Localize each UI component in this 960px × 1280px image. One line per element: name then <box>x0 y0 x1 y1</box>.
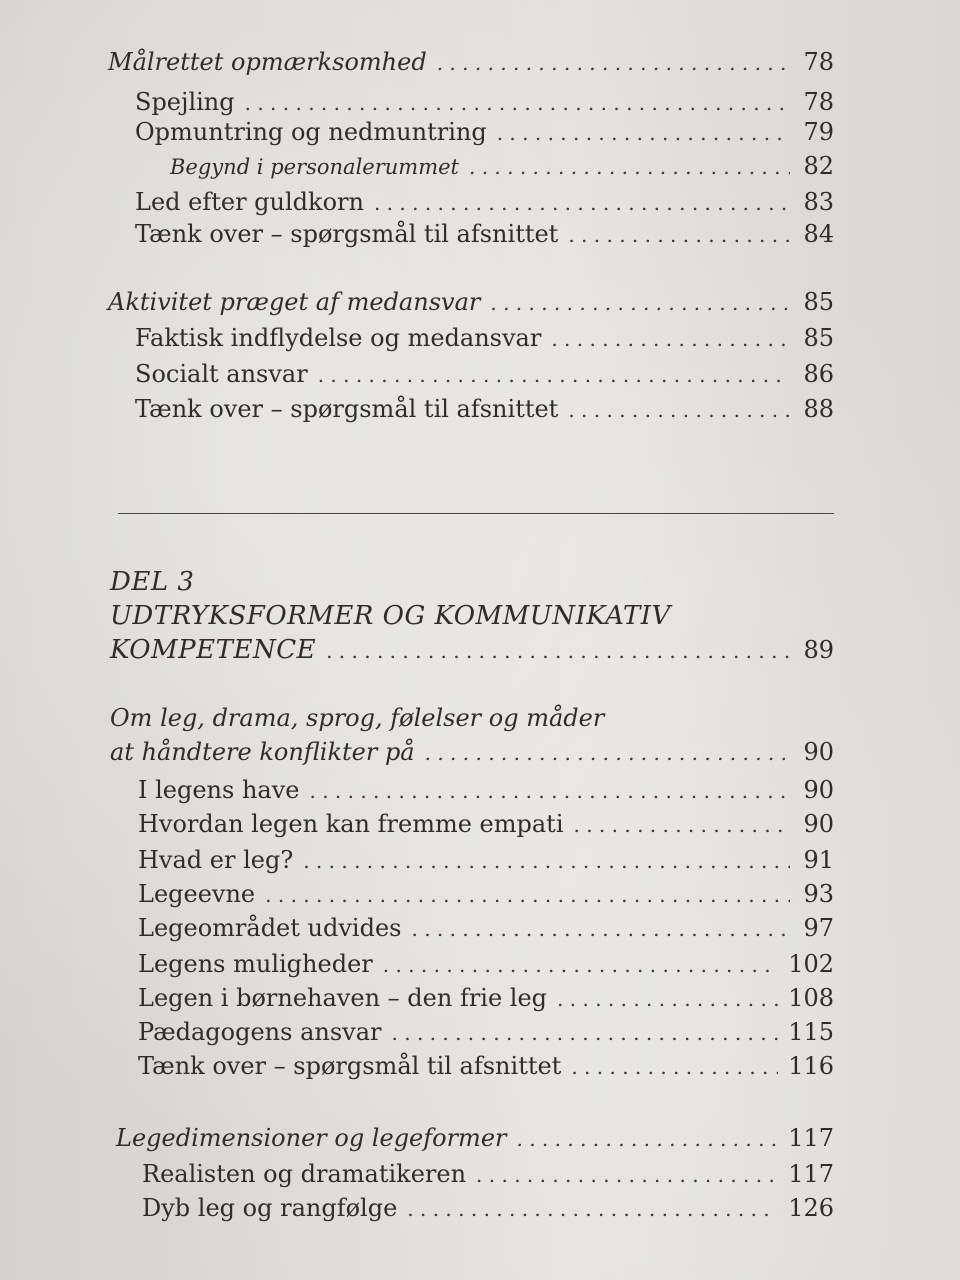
leader-dots <box>517 1125 779 1153</box>
toc-page-number: 86 <box>803 360 834 388</box>
part-title-line1: UDTRYKSFORMER OG KOMMUNIKATIV <box>110 601 671 631</box>
toc-entry <box>135 188 834 217</box>
toc-entry <box>138 1018 834 1047</box>
toc-page-number: 108 <box>788 984 834 1012</box>
toc-entry <box>135 220 834 249</box>
toc-label: Pædagogens ansvar <box>138 1018 382 1046</box>
toc-entry <box>135 118 834 147</box>
toc-page-number: 84 <box>803 220 834 248</box>
leader-dots <box>383 951 778 979</box>
toc-heading-om-leg-line1 <box>110 704 604 732</box>
leader-dots <box>437 49 790 77</box>
leader-dots <box>309 777 790 805</box>
leader-dots <box>374 189 790 217</box>
toc-page-number: 88 <box>803 395 834 423</box>
toc-label: Tænk over – spørgsmål til afsnittet <box>135 395 559 423</box>
toc-entry <box>142 1160 834 1189</box>
toc-page-number: 116 <box>788 1052 834 1080</box>
leader-dots <box>490 289 790 317</box>
toc-label: I legens have <box>138 776 300 804</box>
leader-dots <box>245 89 790 117</box>
toc-page-number: 90 <box>803 776 834 804</box>
toc-page-number: 85 <box>803 288 834 316</box>
toc-entry <box>138 846 834 875</box>
toc-label: Legeområdet udvides <box>138 914 402 942</box>
toc-page-number: 102 <box>788 950 834 978</box>
toc-label: Realisten og dramatikeren <box>142 1160 467 1188</box>
toc-entry <box>135 360 834 389</box>
toc-entry <box>138 776 834 805</box>
toc-page-number: 85 <box>803 324 834 352</box>
leader-dots <box>574 811 791 839</box>
leader-dots <box>497 119 790 147</box>
toc-label: Legedimensioner og legeformer <box>116 1124 507 1152</box>
leader-dots <box>551 325 790 353</box>
toc-label: Om leg, drama, sprog, følelser og måder <box>110 704 605 732</box>
toc-page-number: 82 <box>803 152 834 180</box>
leader-dots <box>326 637 790 665</box>
leader-dots <box>411 915 790 943</box>
leader-dots <box>476 1161 778 1189</box>
toc-page-number: 93 <box>803 880 834 908</box>
toc-heading-maalrettet <box>108 48 834 77</box>
toc-label: Spejling <box>135 88 235 116</box>
toc-page-number: 97 <box>803 914 834 942</box>
toc-entry <box>135 324 834 353</box>
part-title-line2: KOMPETENCE <box>110 635 317 665</box>
toc-page-number: 90 <box>803 810 834 838</box>
toc-page-number: 78 <box>803 48 834 76</box>
toc-label: Opmuntring og nedmuntring <box>135 118 487 146</box>
section-divider <box>118 513 834 514</box>
toc-label: Aktivitet præget af medansvar <box>108 288 481 316</box>
leader-dots <box>469 153 790 181</box>
toc-label: Hvad er leg? <box>138 846 294 874</box>
leader-dots <box>425 739 790 767</box>
toc-entry <box>138 810 834 839</box>
part-title-entry <box>110 636 834 665</box>
toc-label: Hvordan legen kan fremme empati <box>138 810 564 838</box>
toc-label: Legens muligheder <box>138 950 373 978</box>
toc-entry <box>138 1052 834 1081</box>
toc-label: Faktisk indflydelse og medansvar <box>135 324 542 352</box>
toc-page-number: 117 <box>788 1124 834 1152</box>
toc-entry <box>135 395 834 424</box>
leader-dots <box>571 1053 778 1081</box>
toc-label: at håndtere konflikter på <box>110 738 415 766</box>
toc-entry <box>142 1194 834 1223</box>
toc-label: Legen i børnehaven – den frie leg <box>138 984 548 1012</box>
part-number: DEL 3 <box>110 567 195 597</box>
leader-dots <box>392 1019 779 1047</box>
leader-dots <box>318 361 790 389</box>
toc-label: Socialt ansvar <box>135 360 308 388</box>
leader-dots <box>303 847 790 875</box>
toc-entry <box>138 914 834 943</box>
leader-dots <box>568 221 790 249</box>
toc-page-number: 117 <box>788 1160 834 1188</box>
leader-dots <box>265 881 790 909</box>
toc-label: Målrettet opmærksomhed <box>108 48 427 76</box>
toc-page-number: 83 <box>803 188 834 216</box>
toc-label: Tænk over – spørgsmål til afsnittet <box>138 1052 562 1080</box>
toc-label: Dyb leg og rangfølge <box>142 1194 398 1222</box>
toc-subentry <box>170 152 834 181</box>
toc-page-number: 89 <box>803 636 834 664</box>
leader-dots <box>568 396 790 424</box>
toc-entry <box>135 88 834 117</box>
toc-heading-om-leg-line2 <box>110 738 834 767</box>
toc-label: Legeevne <box>138 880 256 908</box>
toc-label: Begynd i personalerummet <box>170 155 459 179</box>
toc-page-number: 90 <box>803 738 834 766</box>
toc-page-number: 78 <box>803 88 834 116</box>
toc-label: Tænk over – spørgsmål til afsnittet <box>135 220 559 248</box>
toc-entry <box>138 950 834 979</box>
toc-heading-aktivitet <box>108 288 834 317</box>
toc-page-number: 79 <box>803 118 834 146</box>
leader-dots <box>557 985 778 1013</box>
toc-label: Led efter guldkorn <box>135 188 364 216</box>
toc-page-number: 115 <box>788 1018 834 1046</box>
toc-page-number: 91 <box>803 846 834 874</box>
toc-entry <box>138 880 834 909</box>
toc-heading-legedimensioner <box>116 1124 834 1153</box>
leader-dots <box>407 1195 778 1223</box>
toc-entry <box>138 984 834 1013</box>
toc-page-number: 126 <box>788 1194 834 1222</box>
